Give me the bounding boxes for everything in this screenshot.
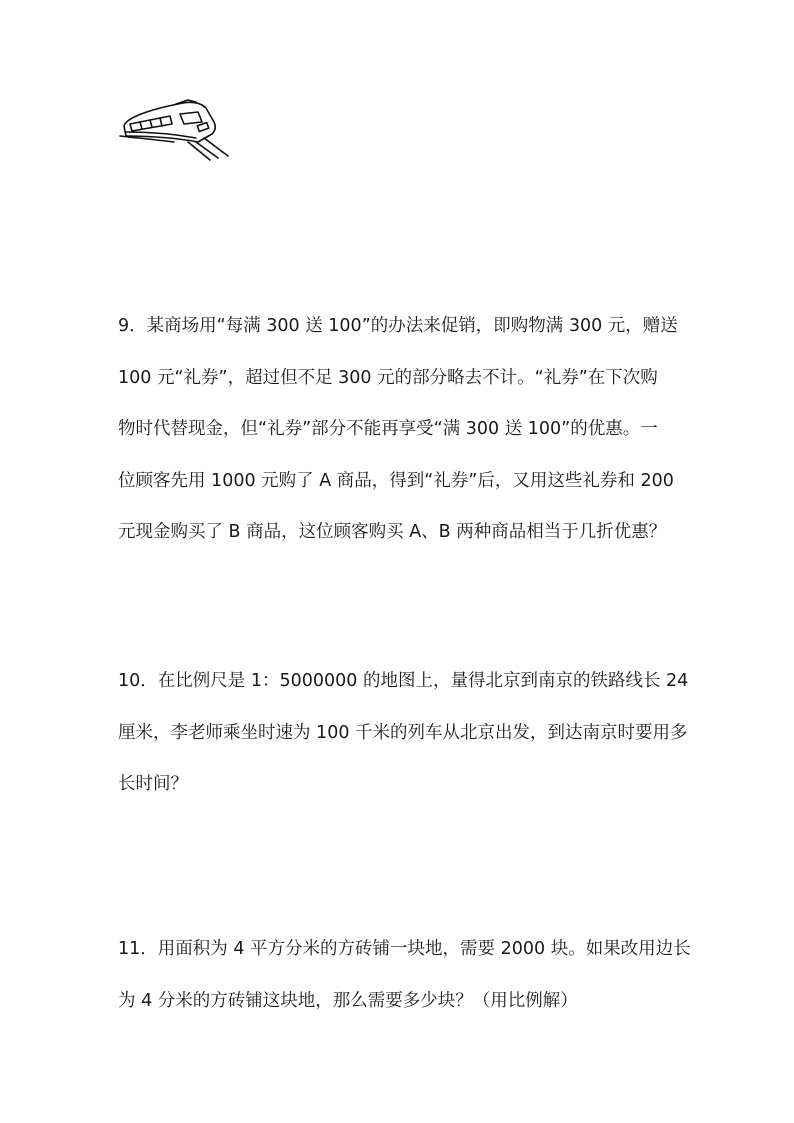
problem-line: 物时代替现金，但“礼券”部分不能再享受“满 300 送 100”的优惠。一 bbox=[118, 419, 658, 439]
train-icon bbox=[118, 96, 232, 162]
problem-11 bbox=[118, 924, 691, 1027]
problem-line: 为 4 分米的方砖铺这块地，那么需要多少块？（用比例解） bbox=[118, 990, 578, 1011]
problem-line: 厘米，李老师乘坐时速为 100 千米的列车从北京出发，到达南京时要用多 bbox=[118, 722, 688, 743]
problem-line: 100 元“礼券”，超过但不足 300 元的部分略去不计。“礼券”在下次购 bbox=[118, 367, 658, 388]
problem-10 bbox=[118, 656, 689, 811]
problem-line: 位顾客先用 1000 元购了 A 商品，得到“礼券”后，又用这些礼券和 200 bbox=[118, 470, 674, 491]
problem-line: 11．用面积为 4 平方分米的方砖铺一块地，需要 2000 块。如果改用边长 bbox=[118, 939, 691, 959]
problem-line: 9．某商场用“每满 300 送 100”的办法来促销，即购物满 300 元，赠送 bbox=[118, 316, 678, 336]
problem-line: 长时间？ bbox=[118, 774, 188, 794]
problem-9 bbox=[118, 301, 678, 559]
problem-line: 10．在比例尺是 1：5000000 的地图上，量得北京到南京的铁路线长 24 bbox=[118, 671, 689, 691]
problem-line: 元现金购买了 B 商品，这位顾客购买 A、B 两种商品相当于几折优惠？ bbox=[118, 522, 667, 542]
